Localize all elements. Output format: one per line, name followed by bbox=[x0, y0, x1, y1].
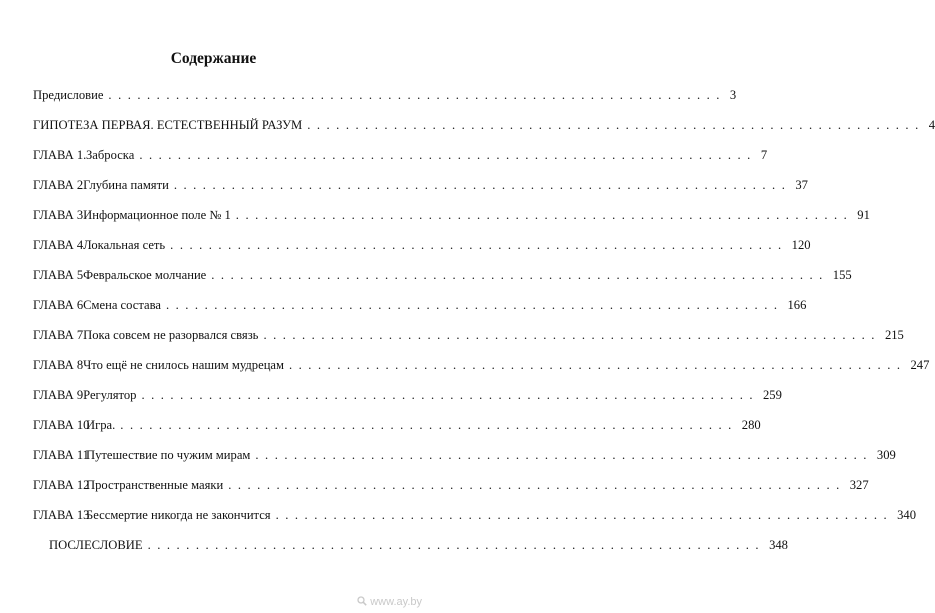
toc-entry-preface bbox=[33, 88, 737, 106]
toc-entry-name: Февральское молчание bbox=[83, 268, 207, 282]
toc-entry-name: Путешествие по чужим мирам bbox=[86, 448, 251, 462]
toc-page-number: 155 bbox=[832, 268, 852, 282]
toc-entry-chapter-2 bbox=[33, 178, 808, 196]
toc-entry-name: Что ещё не снилось нашим мудрецам bbox=[83, 358, 284, 372]
toc-entry-name: Локальная сеть bbox=[83, 238, 166, 252]
toc-entry-chapter-8 bbox=[33, 358, 930, 376]
toc-page-number: 3 bbox=[729, 88, 737, 102]
toc-chapter-number: ГЛАВА 7 bbox=[33, 328, 84, 342]
dot-leader: ................................................................ bbox=[289, 358, 907, 372]
toc-page-number: 247 bbox=[910, 358, 930, 372]
toc-entry-chapter-6 bbox=[33, 298, 807, 316]
toc-entry-name: ПОСЛЕСЛОВИЕ bbox=[49, 538, 143, 552]
toc-entry-name: Бессмертие никогда не закончится bbox=[86, 508, 271, 522]
watermark bbox=[357, 596, 422, 609]
toc-entry-name: Предисловие bbox=[33, 88, 104, 102]
toc-chapter-number: ГЛАВА 5 bbox=[33, 268, 84, 282]
toc-entry-chapter-13 bbox=[33, 508, 916, 526]
toc-chapter-number: ГЛАВА 6 bbox=[33, 298, 84, 312]
toc-page-number: 7 bbox=[760, 148, 768, 162]
dot-leader: ................................................................ bbox=[211, 268, 829, 282]
toc-entry-chapter-3 bbox=[33, 208, 870, 226]
toc-chapter-number: ГЛАВА 13 bbox=[33, 508, 90, 522]
dot-leader: ................................................................ bbox=[170, 238, 788, 252]
toc-page-number: 259 bbox=[762, 388, 782, 402]
toc-entry-name: Игра. bbox=[86, 418, 116, 432]
toc-page-number: 120 bbox=[791, 238, 811, 252]
dot-leader: ................................................................ bbox=[228, 478, 846, 492]
toc-entry-chapter-9 bbox=[33, 388, 782, 406]
dot-leader: ................................................................ bbox=[147, 538, 766, 552]
toc-chapter-number: ГЛАВА 11 bbox=[33, 448, 89, 462]
toc-entry-chapter-1 bbox=[33, 148, 768, 166]
dot-leader: ................................................................ bbox=[108, 88, 726, 102]
toc-chapter-number: ГЛАВА 9 bbox=[33, 388, 84, 402]
toc-chapter-number: ГЛАВА 3 bbox=[33, 208, 84, 222]
toc-chapter-number: ГЛАВА 8 bbox=[33, 358, 84, 372]
dot-leader: ................................................................ bbox=[255, 448, 873, 462]
toc-chapter-number: ГЛАВА 12 bbox=[33, 478, 90, 492]
toc-page-number: 348 bbox=[769, 538, 788, 552]
dot-leader: ................................................................ bbox=[173, 178, 792, 192]
watermark-text: www.ay.by bbox=[370, 596, 422, 608]
toc-page-number: 215 bbox=[884, 328, 904, 342]
dot-leader: ................................................................ bbox=[307, 118, 925, 132]
toc-entry-afterword bbox=[49, 538, 788, 556]
dot-leader: ................................................................ bbox=[275, 508, 894, 522]
toc-entry-name: Пока совсем не разорвался связь bbox=[83, 328, 259, 342]
dot-leader: ................................................................ bbox=[139, 148, 757, 162]
toc-entry-name: Глубина памяти bbox=[83, 178, 169, 192]
toc-entry-chapter-7 bbox=[33, 328, 904, 346]
toc-page-number: 4 bbox=[928, 118, 935, 132]
toc-entry-chapter-12 bbox=[33, 478, 869, 496]
toc-entry-name: Смена состава bbox=[83, 298, 161, 312]
dot-leader: ................................................................ bbox=[263, 328, 881, 342]
dot-leader: ................................................................ bbox=[141, 388, 759, 402]
toc-page-number: 91 bbox=[857, 208, 870, 222]
toc-entry-chapter-5 bbox=[33, 268, 852, 286]
toc-entry-chapter-11 bbox=[33, 448, 896, 466]
toc-entry-part-one bbox=[33, 118, 935, 136]
dot-leader: ................................................................ bbox=[165, 298, 784, 312]
toc-page-number: 280 bbox=[741, 418, 761, 432]
toc-entry-chapter-10 bbox=[33, 418, 761, 436]
toc-page-number: 309 bbox=[876, 448, 896, 462]
toc-entry-name: Регулятор bbox=[83, 388, 137, 402]
toc-chapter-number: ГЛАВА 10 bbox=[33, 418, 90, 432]
toc-page-number: 166 bbox=[787, 298, 807, 312]
toc-page-number: 340 bbox=[897, 508, 916, 522]
magnifier-icon bbox=[357, 596, 367, 609]
toc-entry-name: Информационное поле № 1 bbox=[83, 208, 231, 222]
toc-page-number: 327 bbox=[849, 478, 869, 492]
toc-page-number: 37 bbox=[795, 178, 808, 192]
toc-chapter-number: ГЛАВА 4 bbox=[33, 238, 84, 252]
page-title: Содержание bbox=[170, 50, 257, 67]
toc-entry-chapter-4 bbox=[33, 238, 811, 256]
toc-chapter-number: ГЛАВА 1. bbox=[33, 148, 87, 162]
dot-leader: ................................................................ bbox=[235, 208, 854, 222]
toc-entry-name: ГИПОТЕЗА ПЕРВАЯ. ЕСТЕСТВЕННЫЙ РАЗУМ bbox=[33, 118, 303, 132]
toc-entry-name: Пространственные маяки bbox=[86, 478, 224, 492]
toc-chapter-number: ГЛАВА 2 bbox=[33, 178, 84, 192]
toc-entry-name: Заброска bbox=[86, 148, 135, 162]
dot-leader: ................................................................ bbox=[120, 418, 738, 432]
